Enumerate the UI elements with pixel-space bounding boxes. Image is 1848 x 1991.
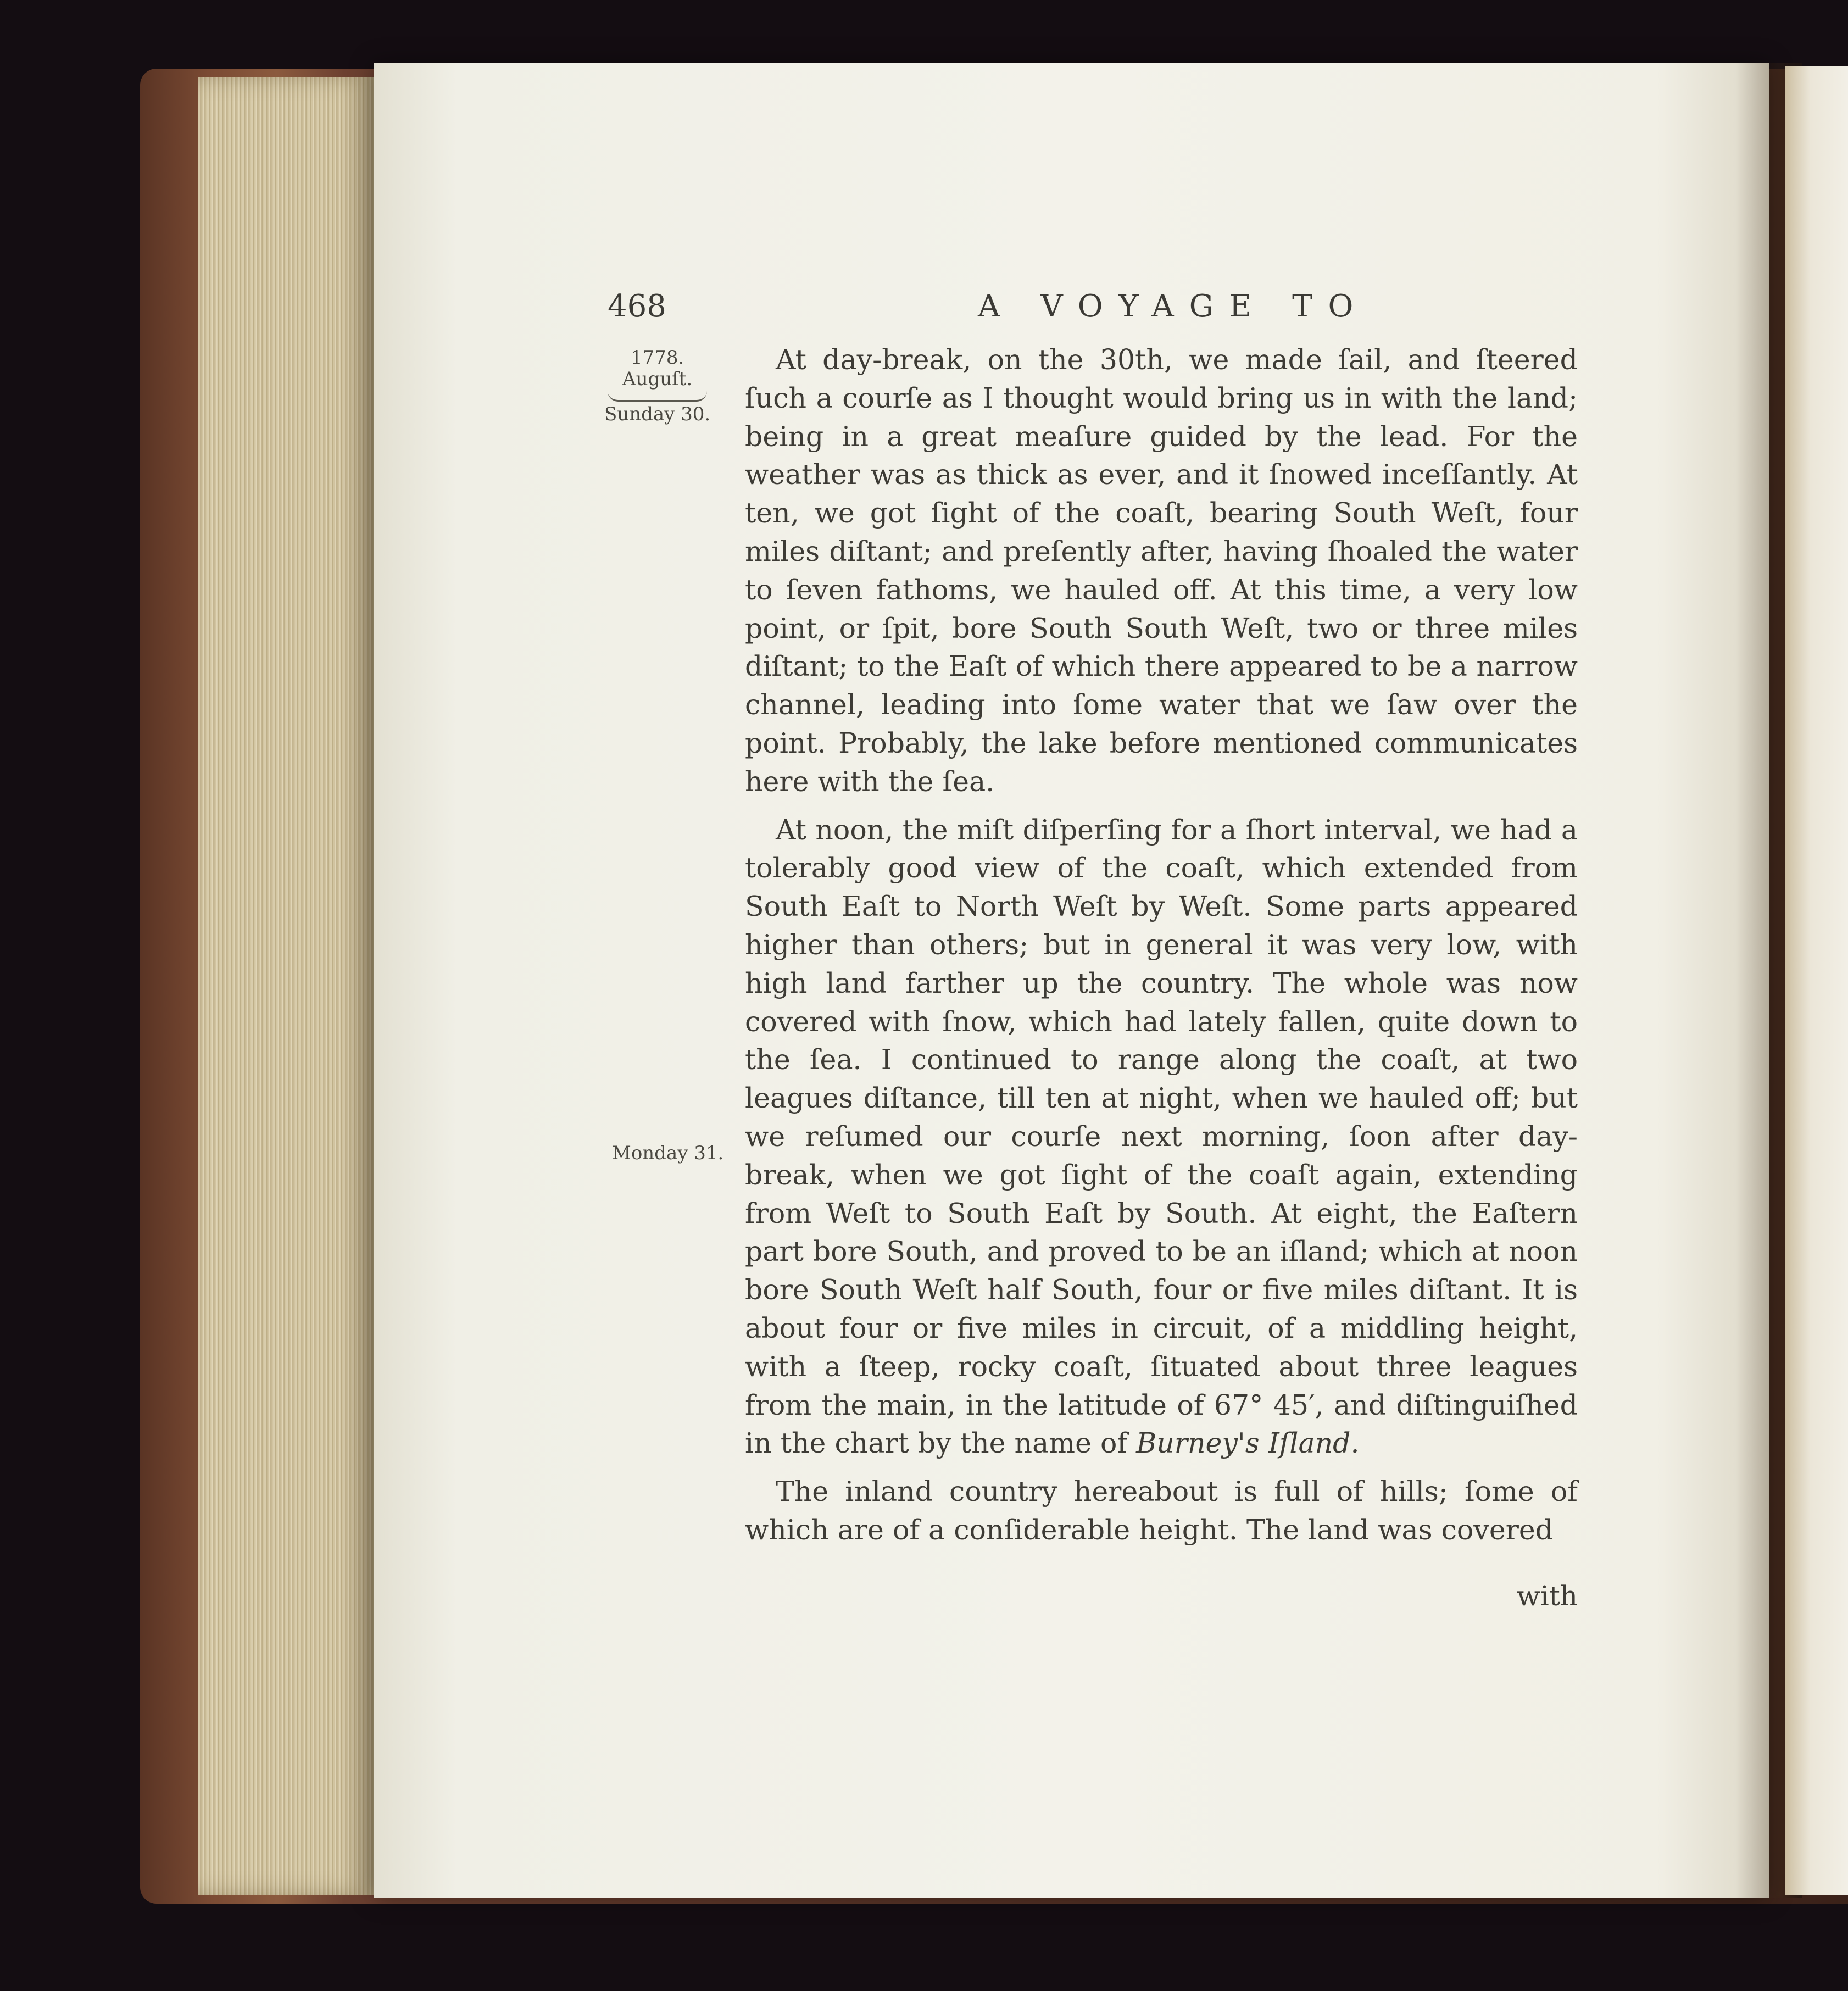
margin-note-year: 1778. bbox=[630, 347, 684, 369]
paragraph-1-text: At day-break, on the 30th, we made ſail, and ſteered ſuch a courſe as I thought would bring us in with the land; being in a great meaſure guided by the lead. For the weather was as thick as ever, and it ſnowed inceſſantly. At ten, we got ſight of the coaſt, bearing South Weſt, four miles diſtant; and preſently after, having ſhoaled the water to ſeven fathoms, we hauled off. At this time, a very low point, or ſpit, bore South South Weſt, two or three miles diſtant; to the Eaſt of which there appeared to be a narrow channel, leading into ſome water that we ſaw over the point. Probably, the lake before mentioned communicates here with the ſea. bbox=[745, 343, 1578, 798]
paragraph-3 bbox=[745, 1472, 1578, 1549]
paragraph-2-italic: Burney's Iſland. bbox=[1136, 1427, 1360, 1460]
page-number: 468 bbox=[608, 288, 666, 324]
margin-brace bbox=[608, 391, 707, 402]
body-text bbox=[745, 341, 1578, 1559]
page-edges bbox=[198, 77, 374, 1895]
paragraph-2-text: At noon, the miſt diſperſing for a ſhort interval, we had a tolerably good view of the coaſt, which extended from South Eaſt to North Weſt by Weſt. Some parts appeared higher than others; but in general it was very low, with high land farther up the country. The whole was now covered with ſnow, which had lately fallen, quite down to the ſea. I continued to range along the coaſt, at two leagues diſtance, till ten at night, when we hauled off; but we reſumed our courſe next morning, ſoon after day-break, when we got ſight of the coaſt again, extending from Weſt to South Eaſt by South. At eight, the Eaſtern part bore South, and proved to be an iſland; which at noon bore South Weſt half South, four or five miles diſtant. It is about four or five miles in circuit, of a middling height, with a ſteep, rocky coaſt, ſituated about three leagues from the main, in the latitude of 67° 45′, and diſtinguiſhed in the chart by the name of bbox=[745, 813, 1578, 1460]
paragraph-3-text: The inland country hereabout is full of hills; ſome of which are of a conſiderable height. The land was covered bbox=[745, 1475, 1578, 1546]
catchword: with bbox=[1516, 1580, 1578, 1612]
margin-note-month: Auguſt. bbox=[622, 368, 693, 391]
margin-note-monday-text: Monday 31. bbox=[612, 1142, 724, 1164]
paragraph-2 bbox=[745, 811, 1578, 1463]
paragraph-1 bbox=[745, 341, 1578, 801]
margin-note-monday bbox=[612, 1143, 723, 1164]
facing-page bbox=[1785, 66, 1848, 1895]
margin-note-date bbox=[604, 347, 710, 425]
margin-note-sunday: Sunday 30. bbox=[604, 403, 711, 426]
running-head: A VOYAGE TO bbox=[978, 288, 1369, 324]
